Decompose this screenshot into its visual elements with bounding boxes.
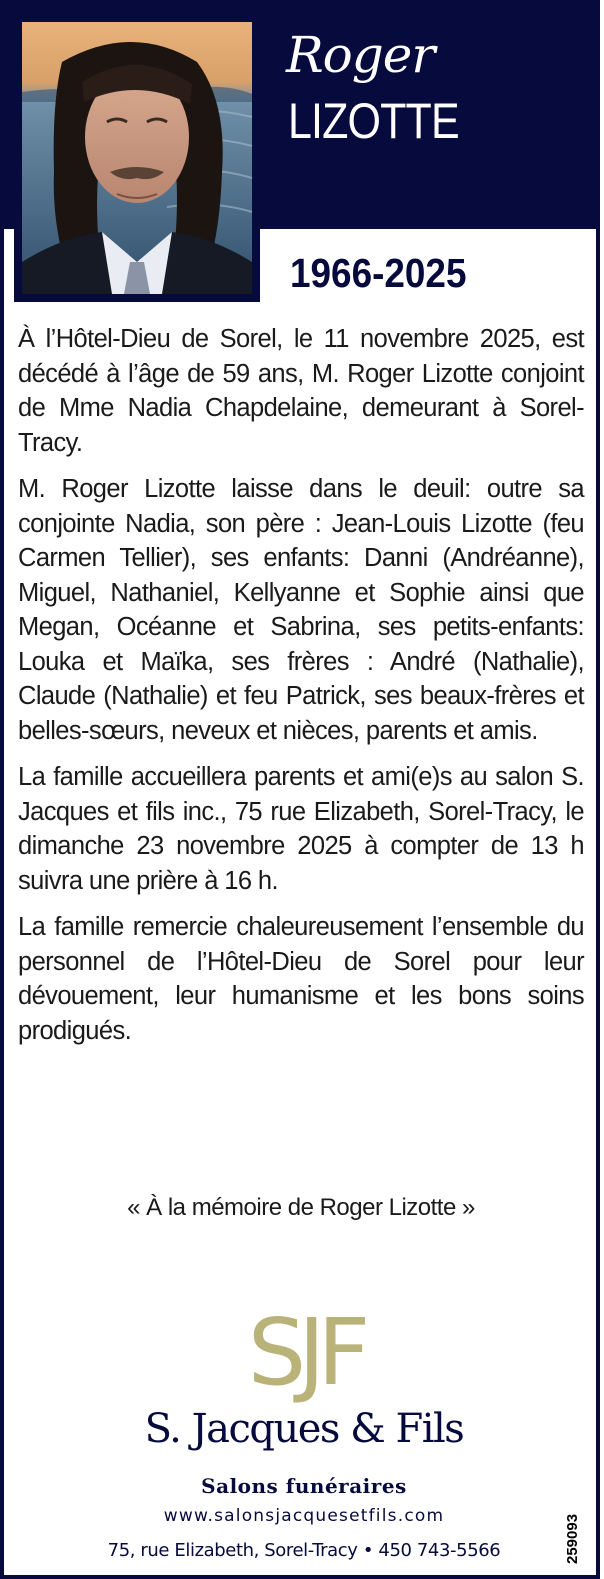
life-years: 1966-2025 (290, 250, 467, 296)
paragraph-survivors: M. Roger Lizotte laisse dans le deuil: outre sa conjointe Nadia, son père : Jean-Louis Lizotte (feu Carmen Tellier), ses enfants: Danni (Andréanne), Miguel, Nathaniel, Kellyanne et Sophie ainsi que Megan, Océanne et Sabrina, ses petits-enfants: Louka et Maïka, ses frères : André (Nathalie), Claude (Nathalie) et feu Patrick, ses beaux-frères et belles-sœurs, neveux et nièces, parents et amis. (18, 475, 584, 745)
paragraph-death-notice: À l’Hôtel-Dieu de Sorel, le 11 novembre 2025, est décédé à l’âge de 59 ans, M. Roger Lizotte conjoint de Mme Nadia Chapdelaine, demeurant à Sorel-Tracy. (18, 325, 584, 457)
deceased-first-name: Roger (286, 26, 435, 84)
deceased-last-name: LIZOTTE (288, 93, 459, 149)
funeral-home-address: 75, rue Elizabeth, Sorel-Tracy • 450 743-5566 (107, 1540, 501, 1561)
sjf-logo-icon (247, 1286, 363, 1406)
paragraph-visitation: La famille accueillera parents et ami(e)s au salon S. Jacques et fils inc., 75 rue Elizabeth, Sorel-Tracy, le dimanche 23 novembre 2025 à compter de 13 h suivra une prière à 16 h. (18, 763, 584, 895)
paragraph-thanks: La famille remercie chaleureusement l’ensemble du personnel de l’Hôtel-Dieu de Sorel pour leur dévouement, leur humanisme et les bons soins prodigués. (18, 913, 584, 1045)
portrait-image (22, 22, 252, 294)
in-memory-line: « À la mémoire de Roger Lizotte » (127, 1194, 475, 1221)
sjf-logo-letters: SJF (247, 1299, 363, 1406)
ad-reference-number: 259093 (564, 1513, 581, 1564)
obituary-body (18, 322, 584, 1060)
funeral-home-subtitle: Salons funéraires (201, 1474, 407, 1498)
funeral-home-name: S. Jacques & Fils (144, 1406, 464, 1452)
portrait-photo (22, 22, 252, 294)
portrait-frame (14, 14, 260, 302)
funeral-home-website: www.salonsjacquesetfils.com (163, 1506, 445, 1526)
